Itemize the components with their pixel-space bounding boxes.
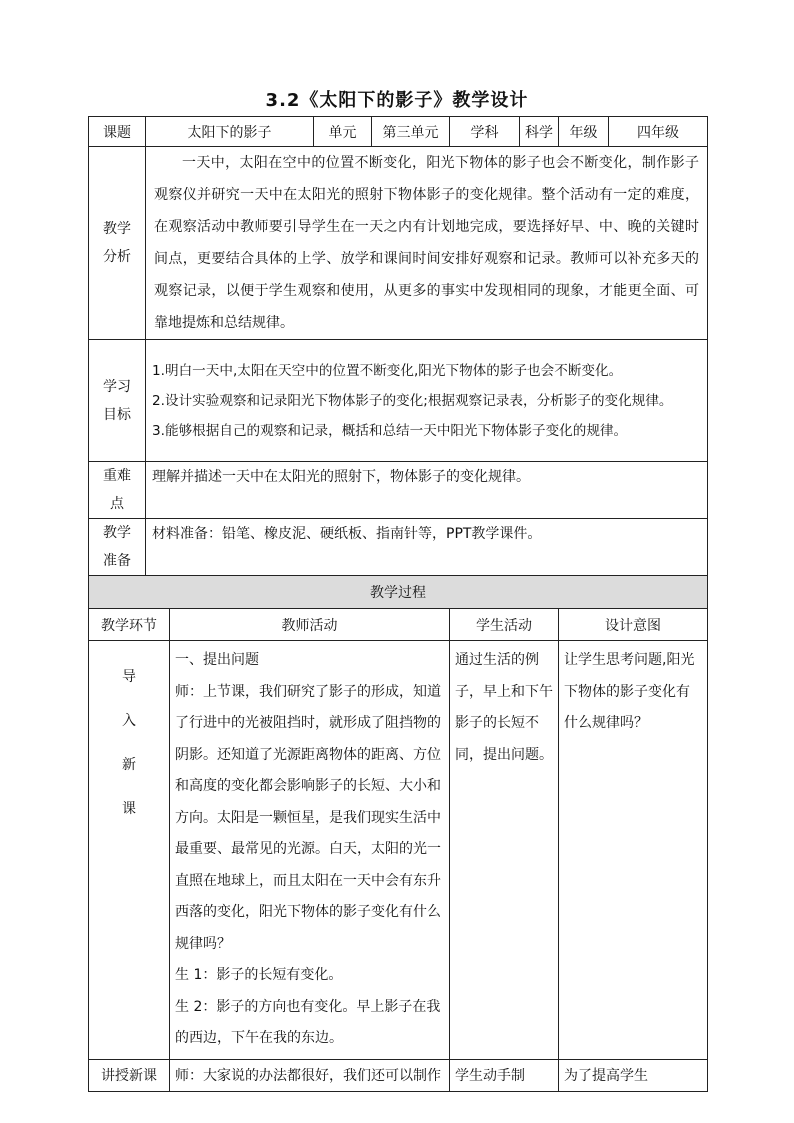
key-points-text: 理解并描述一天中在太阳光的照射下，物体影子的变化规律。 [146,462,708,519]
unit-label: 单元 [314,117,372,147]
process-columns-row [89,609,708,641]
intro-intent: 让学生思考问题,阳光下物体的影子变化有什么规律吗？ [559,641,708,1060]
teach-teacher: 师：大家说的办法都很好，我们还可以制作 [170,1059,450,1091]
teach-student: 学生动手制 [450,1059,559,1091]
teach-stage: 讲授新课 [89,1059,170,1091]
document-title: 3.2《太阳下的影子》教学设计 [265,90,529,111]
objective-item: 2.设计实验观察和记录阳光下物体影子的变化;根据观察记录表，分析影子的变化规律。 [152,392,673,409]
subject-label: 学科 [450,117,520,147]
key-points-label: 重难 点 [89,462,146,519]
process-heading: 教学过程 [89,576,708,609]
col-student: 学生活动 [450,609,559,641]
objectives-list [146,340,708,462]
grade-value: 四年级 [609,117,708,147]
analysis-text: 一天中，太阳在空中的位置不断变化，阳光下物体的影子也会不断变化，制作影子观察仪并研究一天中在太阳光的照射下物体影子的变化规律。整个活动有一定的难度，在观察活动中教师要引导学生在一天之内有计划地完成，要选择好早、中、晚的关键时间点，更要结合具体的上学、放学和课间时间安排好观察和记录。教师可以补充多天的观察记录，以便于学生观察和使用，从更多的事实中发现相同的现象，才能更全面、可靠地提炼和总结规律。 [146,147,708,340]
col-intent: 设计意图 [559,609,708,641]
process-heading-row [89,576,708,609]
subject-value: 科学 [520,117,559,147]
analysis-row [89,147,708,340]
objective-item: 1.明白一天中,太阳在天空中的位置不断变化,阳光下物体的影子也会不断变化。 [152,362,623,379]
intro-teacher: 一、提出问题 师：上节课，我们研究了影子的形成，知道了行进中的光被阻挡时，就形成了阻挡物的阴影。还知道了光源距离物体的距离、方位和高度的变化都会影响影子的长短、大小和方向。太阳是一颗恒星，是我们现实生活中最重要、最常见的光源。白天，太阳的光一直照在地球上，而且太阳在一天中会有东升西落的变化，阳光下物体的影子变化有什么规律吗？ 生 1：影子的长短有变化。 生 2：影子的方向也有变化。早上影子在我的西边，下午在我的东边。 [170,641,450,1060]
header-row [89,117,708,147]
objective-item: 3.能够根据自己的观察和记录，概括和总结一天中阳光下物体影子变化的规律。 [152,422,628,439]
intro-student: 通过生活的例子，早上和下午影子的长短不同，提出问题。 [450,641,559,1060]
grade-label: 年级 [559,117,609,147]
intro-row [89,641,708,1060]
intro-stage: 导 入 新 课 [89,641,170,1060]
objectives-row [89,340,708,462]
topic-label: 课题 [89,117,146,147]
key-points-row [89,462,708,519]
topic-value: 太阳下的影子 [146,117,314,147]
teach-intent: 为了提高学生 [559,1059,708,1091]
preparation-text: 材料准备：铅笔、橡皮泥、硬纸板、指南针等，PPT教学课件。 [146,519,708,576]
teach-row [89,1059,708,1091]
objectives-label: 学习 目标 [89,340,146,462]
preparation-row [89,519,708,576]
unit-value: 第三单元 [372,117,450,147]
col-teacher: 教师活动 [170,609,450,641]
lesson-plan-table [88,116,708,1092]
preparation-label: 教学 准备 [89,519,146,576]
analysis-label: 教学 分析 [89,147,146,340]
col-stage: 教学环节 [89,609,170,641]
